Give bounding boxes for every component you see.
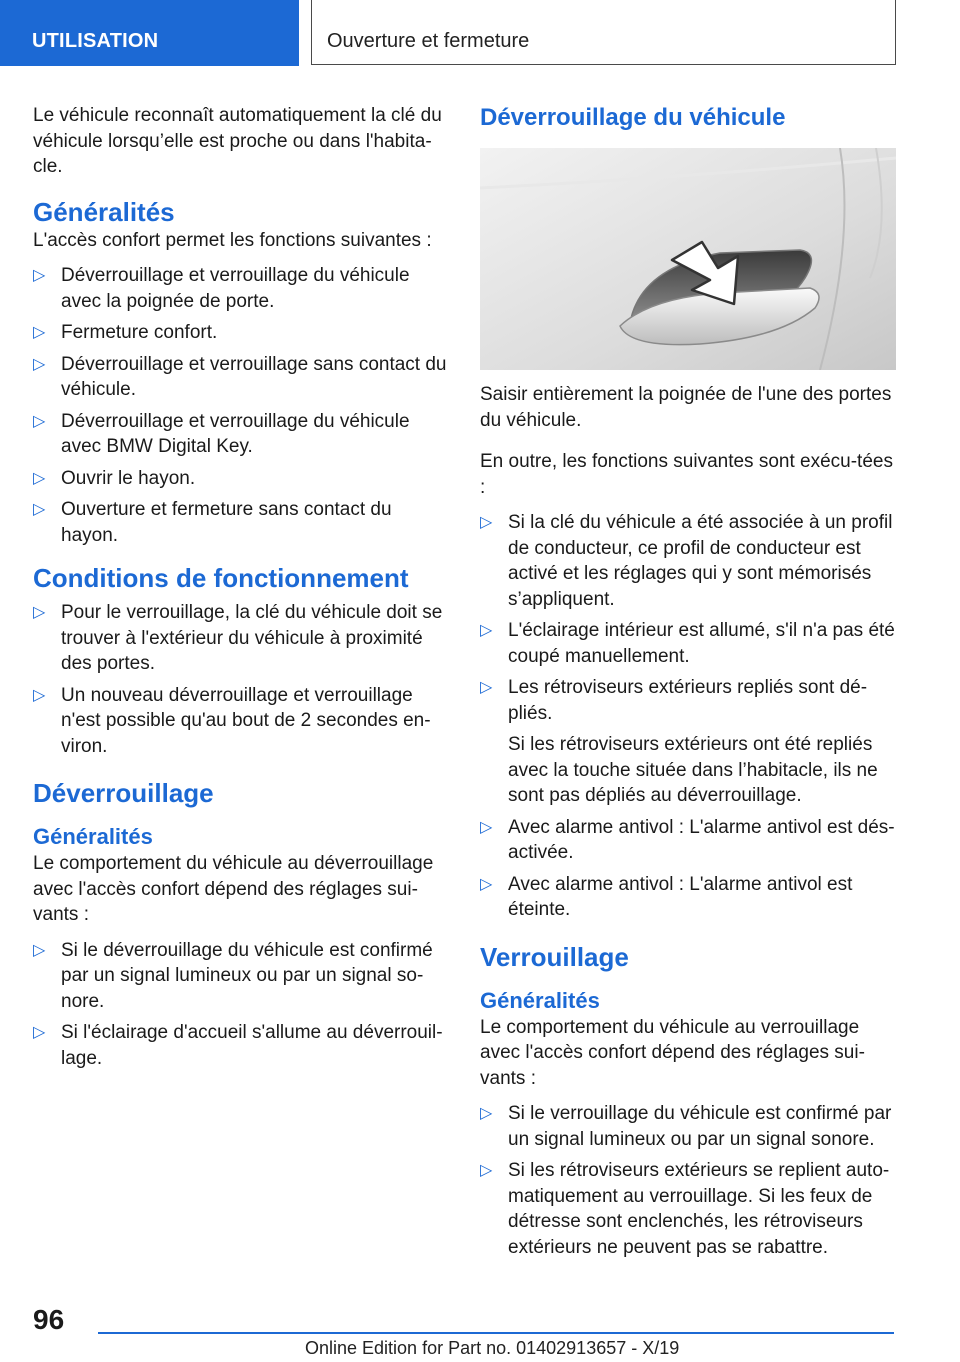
list-item: ▷ Un nouveau déverrouillage et verrouillage n'est possible qu'au bout de 2 secondes en-viron. — [33, 684, 431, 757]
functions-list — [480, 510, 896, 923]
bullet-triangle-icon: ▷ — [480, 875, 493, 893]
intro-paragraph: Le véhicule reconnaît automatiquement la clé du véhicule lorsqu’elle est proche ou dans l'habita-cle. — [33, 105, 442, 177]
section-title: UTILISATION — [32, 30, 159, 52]
list-item: ▷ Si l'éclairage d'accueil s'allume au déverrouil-lage. — [33, 1022, 443, 1069]
list-item: ▷ Avec alarme antivol : L'alarme antivol est éteinte. — [480, 873, 853, 920]
list-item: ▷ Déverrouillage et verrouillage sans contact du véhicule. — [33, 353, 447, 400]
heading-lock-general: Généralités — [480, 987, 600, 1013]
bullet-triangle-icon: ▷ — [480, 1162, 493, 1179]
bullet-triangle-icon: ▷ — [33, 324, 46, 341]
chapter-title: Ouverture et fermeture — [327, 30, 530, 52]
list-item: ▷ Déverrouillage et verrouillage du véhicule avec la poignée de porte. — [33, 265, 410, 312]
bullet-triangle-icon: ▷ — [33, 501, 46, 518]
bullet-triangle-icon: ▷ — [33, 412, 46, 430]
bullet-triangle-icon: ▷ — [33, 469, 46, 487]
section-tab — [0, 0, 299, 66]
list-item: ▷ Les rétroviseurs extérieurs repliés sont dé-pliés. Si les rétroviseurs extérieurs ont été repliés avec la touche située dans l’habitacle, ils ne sont pas dépliés au déverrouillage. — [480, 675, 896, 809]
list-item: ▷ L'éclairage intérieur est allumé, s'il n'a pas été coupé manuellement. — [480, 620, 895, 667]
heading-lock: Verrouillage — [480, 941, 629, 972]
list-item: ▷ Si la clé du véhicule a été associée à un profil de conducteur, ce profil de conducteur est activé et les réglages qui y sont mémorisés s’appliquent. — [480, 512, 893, 610]
lock-list — [480, 1101, 896, 1260]
functions-intro: En outre, les fonctions suivantes sont exécu-tées : — [480, 451, 893, 498]
lock-intro: Le comportement du véhicule au verrouillage avec l'accès confort dépend des réglages sui-vants : — [480, 1016, 865, 1089]
chapter-box — [311, 0, 896, 65]
bullet-triangle-icon: ▷ — [480, 514, 493, 531]
photo-caption: Saisir entièrement la poignée de l'une des portes du véhicule. — [480, 384, 892, 431]
general-intro: L'accès confort permet les fonctions suivantes : — [33, 229, 432, 251]
heading-conditions: Conditions de fonctionnement — [33, 563, 409, 593]
list-item: ▷ Avec alarme antivol : L'alarme antivol est dés-activée. — [480, 816, 895, 863]
list-item: ▷ Déverrouillage et verrouillage du véhicule avec BMW Digital Key. — [33, 410, 410, 457]
bullet-triangle-icon: ▷ — [33, 941, 46, 959]
bullet-triangle-icon: ▷ — [480, 818, 493, 836]
footer-edition: Online Edition for Part no. 01402913657 - X/19 — [305, 1338, 680, 1358]
bullet-triangle-icon: ▷ — [33, 1024, 46, 1041]
list-item: ▷ Pour le verrouillage, la clé du véhicule doit se trouver à l'extérieur du véhicule à proximité des portes. — [33, 602, 443, 674]
bullet-triangle-icon: ▷ — [480, 679, 493, 696]
bullet-triangle-icon: ▷ — [33, 686, 46, 704]
bullet-triangle-icon: ▷ — [33, 604, 46, 621]
unlock-list — [33, 938, 448, 1072]
mirrors-note: Si les rétroviseurs extérieurs ont été repliés avec la touche située dans l’habitacle, ils ne sont pas dépliés au déverrouillage. — [508, 734, 878, 806]
right-column — [480, 103, 896, 1266]
unlock-intro: Le comportement du véhicule au déverrouillage avec l'accès confort dépend des réglages sui-vants : — [33, 853, 434, 925]
page-number: 96 — [33, 1304, 65, 1335]
general-list — [33, 263, 448, 548]
list-item: ▷ Si le verrouillage du véhicule est confirmé par un signal lumineux ou par un signal sonore. — [480, 1103, 892, 1150]
conditions-list — [33, 600, 448, 759]
list-item: ▷ Ouvrir le hayon. — [33, 466, 448, 492]
heading-general: Généralités — [33, 196, 175, 227]
heading-unlock: Déverrouillage — [33, 778, 214, 808]
heading-unlock-vehicle: Déverrouillage du véhicule — [480, 104, 786, 131]
footer-divider — [98, 1332, 894, 1334]
heading-unlock-general: Généralités — [33, 824, 153, 849]
list-item: ▷ Ouverture et fermeture sans contact du hayon. — [33, 499, 392, 546]
bullet-triangle-icon: ▷ — [480, 1105, 493, 1122]
list-item: ▷ Fermeture confort. — [33, 320, 448, 346]
bullet-triangle-icon: ▷ — [33, 355, 46, 373]
bullet-triangle-icon: ▷ — [33, 267, 46, 284]
bullet-triangle-icon: ▷ — [480, 622, 493, 639]
list-item: ▷ Si le déverrouillage du véhicule est confirmé par un signal lumineux ou par un signal so-nore. — [33, 939, 433, 1012]
list-item: ▷ Si les rétroviseurs extérieurs se replient auto-matiquement au verrouillage. Si les feux de détresse sont enclenchés, les rétroviseurs extérieurs ne peuvent pas se rabattre. — [480, 1160, 890, 1258]
door-handle-illustration — [480, 148, 896, 370]
left-column — [33, 103, 448, 1077]
